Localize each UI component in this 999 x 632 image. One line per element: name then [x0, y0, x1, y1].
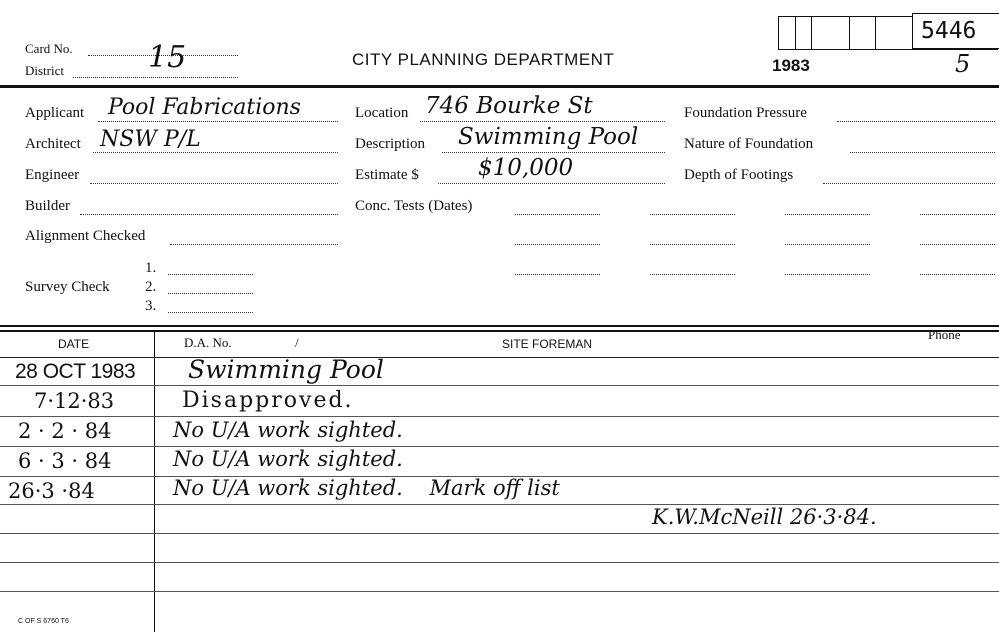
- survey-num-1: 1.: [145, 260, 157, 276]
- sub-number: 5: [955, 50, 971, 78]
- row-5-date: 26·3 ·84: [8, 479, 95, 503]
- foundation-pressure-label: Foundation Pressure: [684, 105, 807, 121]
- signature: K.W.McNeill 26·3·84.: [652, 505, 877, 529]
- card-no-value: 15: [148, 40, 187, 75]
- location-label: Location: [355, 105, 409, 121]
- nature-of-foundation-label: Nature of Foundation: [684, 136, 814, 152]
- row-2-date: 7·12·83: [34, 389, 115, 413]
- row-4-note: No U/A work sighted.: [173, 447, 403, 471]
- conc-tests-label: Conc. Tests (Dates): [355, 198, 473, 214]
- estimate-label: Estimate $: [355, 167, 419, 183]
- row-4-date: 6 · 3 · 84: [18, 449, 112, 473]
- builder-label: Builder: [25, 198, 70, 214]
- estimate-value: $10,000: [478, 155, 574, 181]
- site-foreman-header: SITE FOREMAN: [502, 337, 593, 351]
- row-3-date: 2 · 2 · 84: [18, 419, 112, 443]
- depth-of-footings-label: Depth of Footings: [684, 167, 794, 183]
- department-title: CITY PLANNING DEPARTMENT: [352, 50, 615, 69]
- form-code: C OF S 6760 T6: [18, 618, 69, 625]
- number-boxes: [778, 16, 998, 50]
- applicant-value: Pool Fabrications: [108, 95, 301, 120]
- architect-label: Architect: [25, 136, 81, 152]
- row-2-note: Disapproved.: [182, 388, 354, 413]
- survey-num-2: 2.: [145, 279, 157, 295]
- district-line: [73, 77, 238, 78]
- date-column-divider: [154, 332, 155, 632]
- applicant-label: Applicant: [25, 105, 85, 121]
- card-number: 5446: [921, 18, 977, 44]
- card-no-label: Card No.: [25, 41, 73, 56]
- row-5-note: No U/A work sighted. Mark off list: [173, 476, 560, 500]
- alignment-checked-label: Alignment Checked: [25, 228, 146, 244]
- survey-check-label: Survey Check: [25, 279, 110, 295]
- description-label: Description: [355, 136, 425, 152]
- da-slash: /: [295, 335, 299, 350]
- da-header: D.A. No.: [184, 335, 232, 350]
- table-top-rule: [0, 325, 999, 327]
- location-value: 746 Bourke St: [425, 93, 593, 119]
- date-header: DATE: [58, 337, 90, 351]
- survey-num-3: 3.: [145, 298, 157, 314]
- row-1-note: Swimming Pool: [188, 355, 384, 384]
- row-1-date: 28 OCT 1983: [15, 360, 136, 383]
- engineer-label: Engineer: [25, 167, 80, 183]
- architect-value: NSW P/L: [100, 127, 201, 152]
- row-3-note: No U/A work sighted.: [173, 418, 403, 442]
- year-label: 1983: [772, 56, 810, 75]
- description-value: Swimming Pool: [458, 124, 639, 150]
- header-divider: [0, 85, 999, 88]
- district-label: District: [25, 63, 64, 78]
- phone-header: Phone: [928, 327, 961, 342]
